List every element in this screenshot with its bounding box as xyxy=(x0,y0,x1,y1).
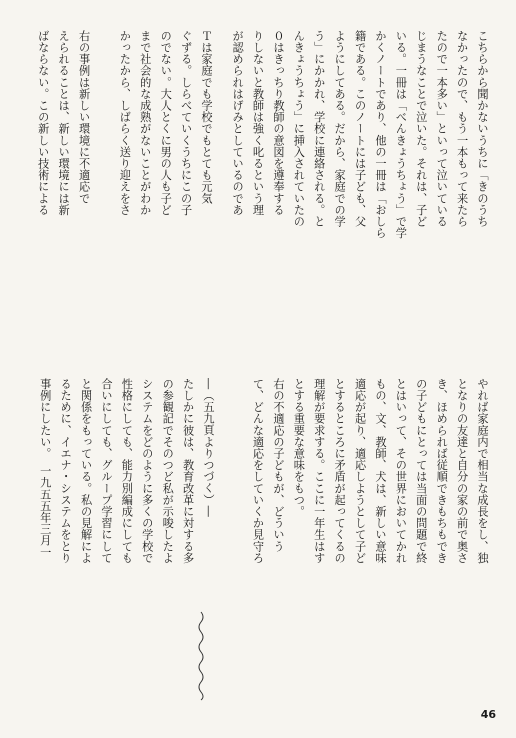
bottom-left-text-column: ―（五九頁よりつづく）― たしかに彼は、教育改革に対する多 の参観記でそのつど私が示唆したよ システムをどのように多くの学校で 性格にしても、能力別編成にしても 合いにしても、グループ学習にして と関係をもっている。私の見解によ るために、イエナ・システムをとり 事例にしたい。 一九五五年三月一 xyxy=(38,378,215,564)
top-left-text-column: Ｔは家庭でも学校でもとても元気 ぐずる。しらべていくうちにこの子 のでない。大人とくに男の人も子ど まで社会的な成熟がないことがわか かったから、しばらく送り迎えをさ 右の事例は新しい環境に不適応で えられることは、新しい環境には新 ばならない。この新しい技術による xyxy=(36,30,213,216)
page-number: 46 xyxy=(480,708,496,721)
top-main-text-column: こちらから聞かないうちに「きのうち なかったので、もう一本もって来たら たので一本多い」といって泣いている じまうなことで泣いた。それは、子ど いる。一冊は「べんきょうちょう」で学 かくノートであり、他の一冊は「おしら 籍である。このノートには子ども、父 ようにしてある。だから、家庭での学 う」にかかれ、学校に連絡される。と んきょうちょう」に挿入されていたの ０はきっちり教師の意図を遵奉する りしないと教師は強く叱るという理 が認められはげみとしているのであ xyxy=(231,30,489,239)
bottom-main-text-column: やれば家庭内で相当な成長をし、独 となりの友達と自分の家の前で奥さ き、ほめられば従順できもちもでき の子どもにとっては当面の問題で終 とはいって、その世界においてかれ もの、文、教師、犬は、新しい意味 適応が起り、適応しようとして子ど とするところに矛盾が起ってくるの 理解が要求する。ここに一年生はす とする重要な意味をもつ。 右の不適応の子どもが、どういう て、どんな適応をしていくか見守ろ xyxy=(251,378,489,564)
wavy-divider-line xyxy=(195,612,207,700)
